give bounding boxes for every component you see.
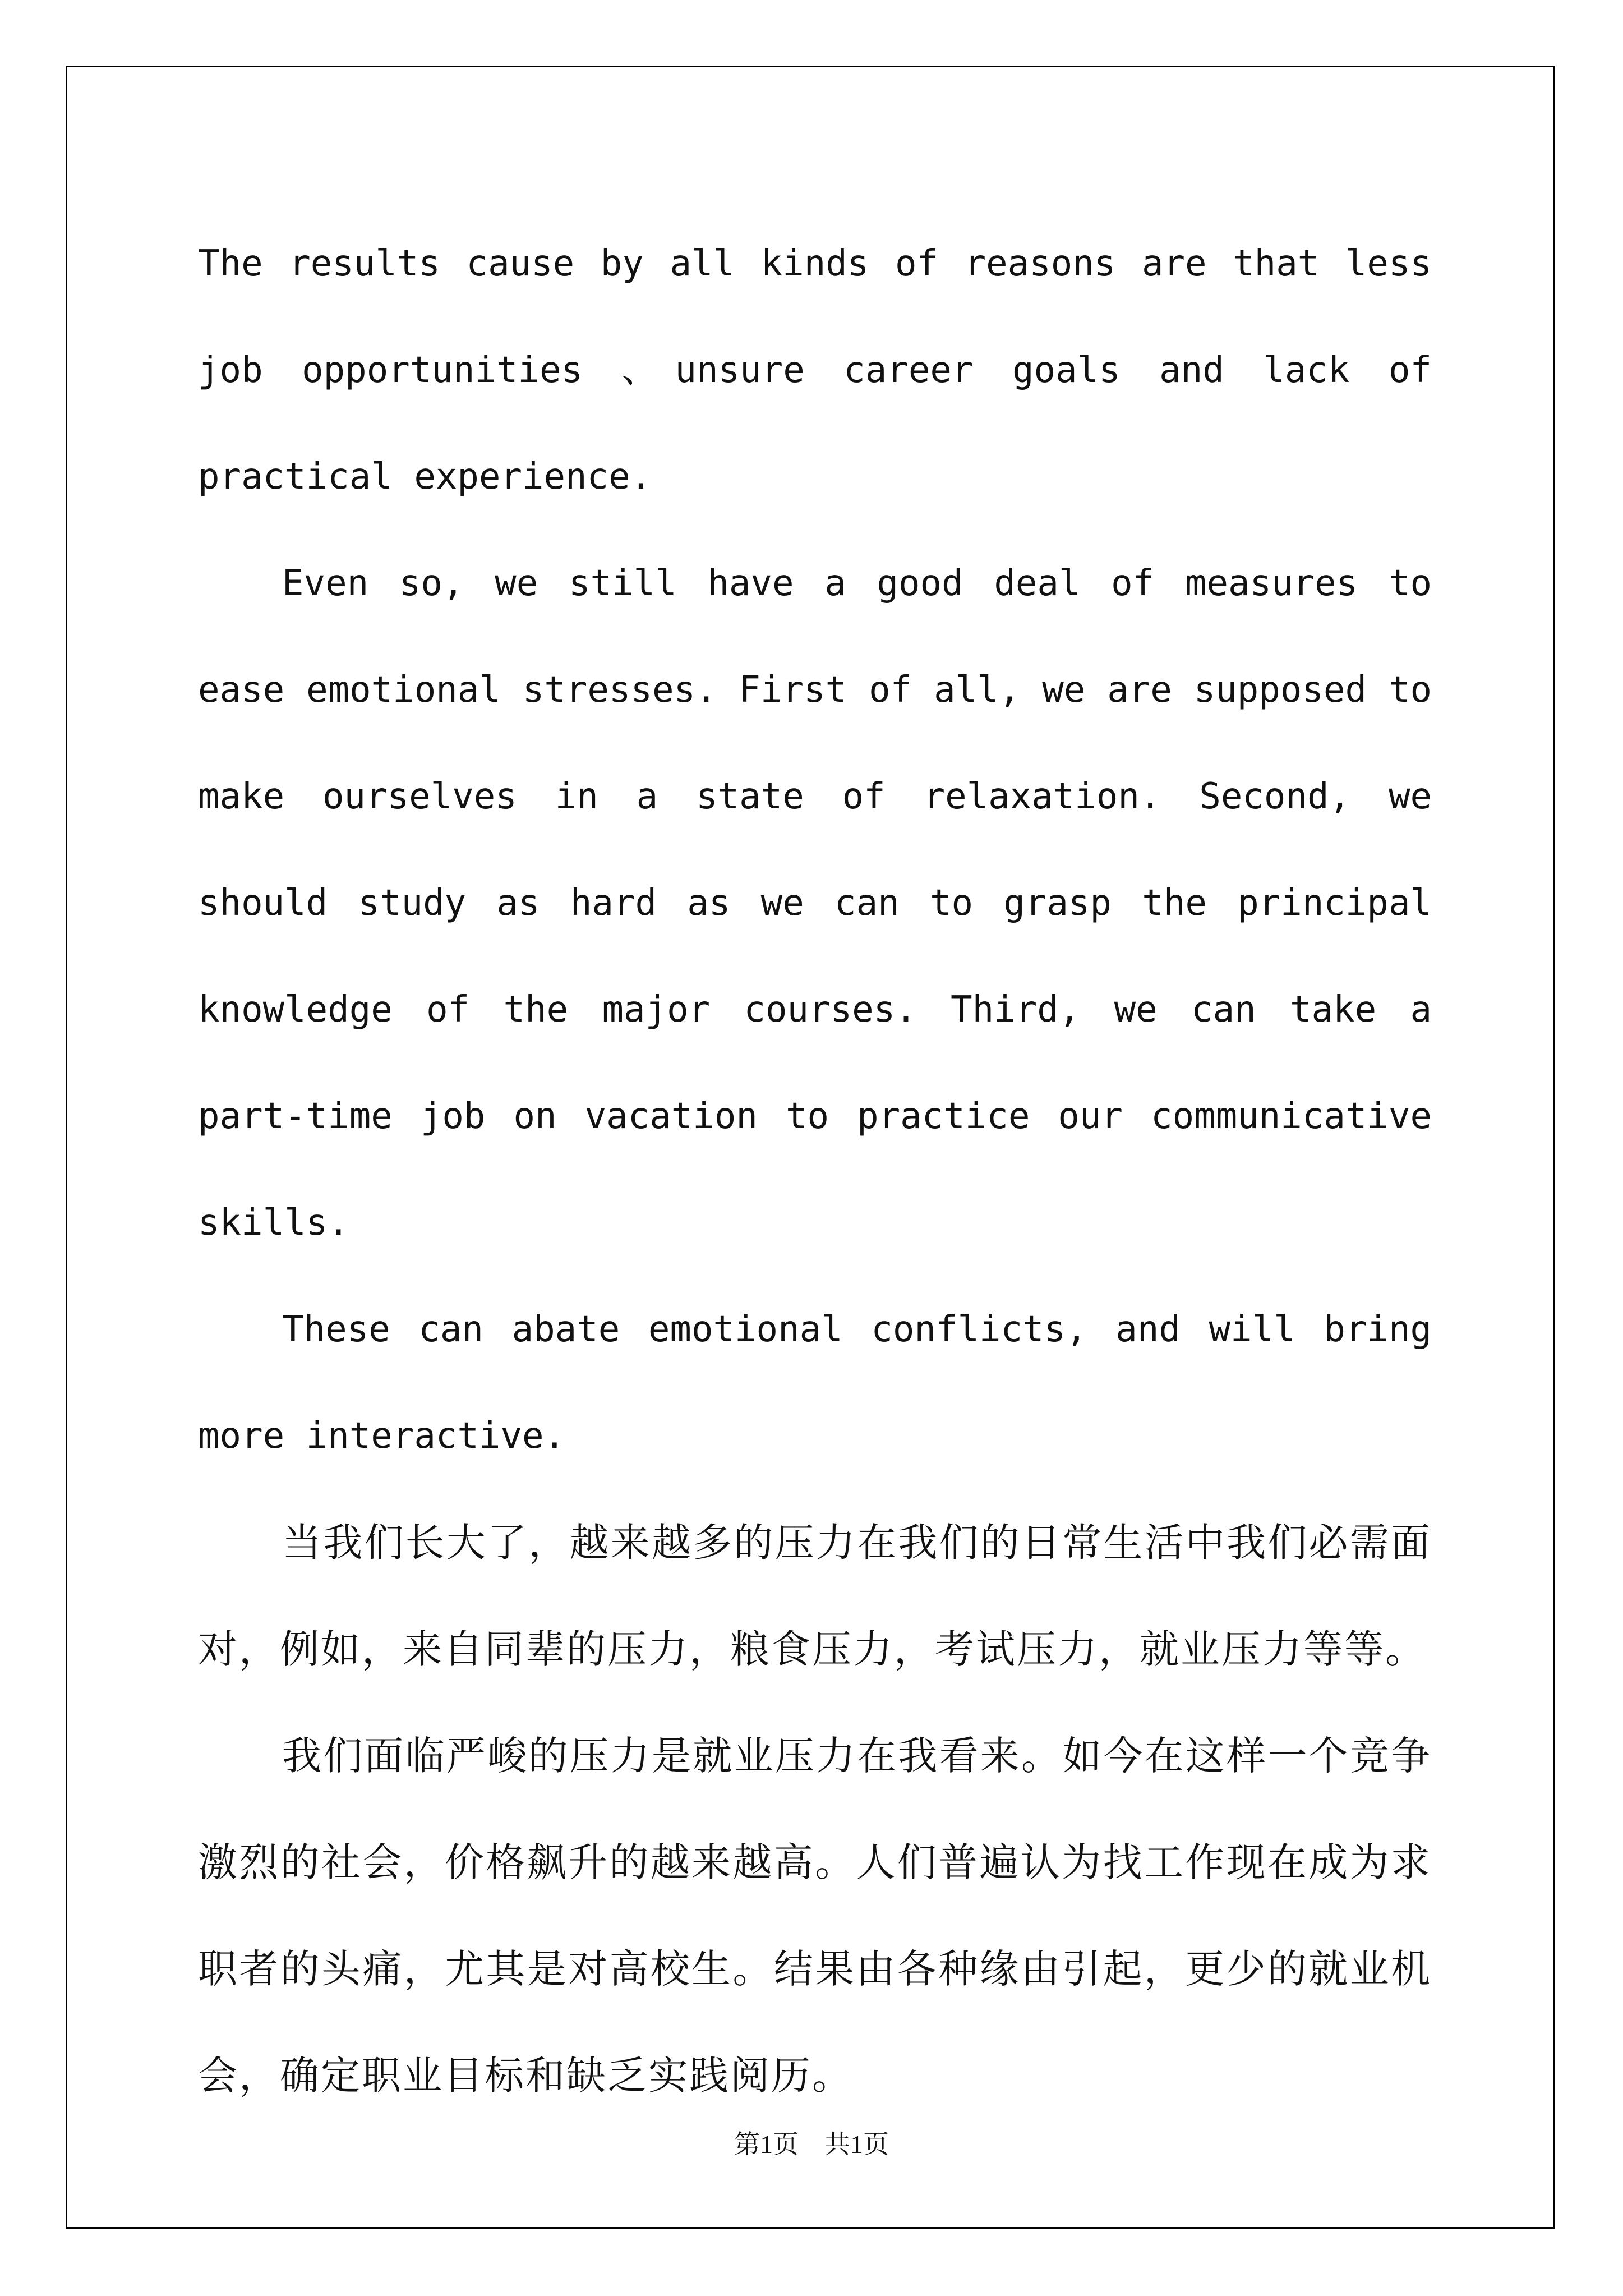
paragraph-conclusion: These can abate emotional conflicts, and will bring more interactive. bbox=[198, 1309, 1432, 1457]
paragraph-chinese-employment: 我们面临严峻的压力是就业压力在我看来。如今在这样一个竞争激烈的社会，价格飙升的越来越高。人们普遍认为找工作现在成为求职者的头痛，尤其是对高校生。结果由各种缘由引起，更少的就业机会，确定职业目标和缺乏实践阅历。 bbox=[198, 1733, 1432, 2099]
paragraph-chinese-pressure: 当我们长大了，越来越多的压力在我们的日常生活中我们必需面对，例如，来自同辈的压力，粮食压力，考试压力，就业压力等等。 bbox=[198, 1520, 1432, 1672]
paragraph-results: The results cause by all kinds of reasons are that less job opportunities 、unsure career goals and lack of practical experience. bbox=[198, 243, 1432, 498]
document-body bbox=[198, 210, 1432, 2129]
page-number-footer: 第1页 共1页 bbox=[734, 2130, 889, 2159]
paragraph-measures: Even so, we still have a good deal of measures to ease emotional stresses. First of all, we are supposed to make ourselves in a state of relaxation. Second, we should study as hard as we can to grasp the principal knowledge of the major courses. Third, we can take a part-time job on vacation to practice our communicative skills. bbox=[198, 563, 1432, 1244]
